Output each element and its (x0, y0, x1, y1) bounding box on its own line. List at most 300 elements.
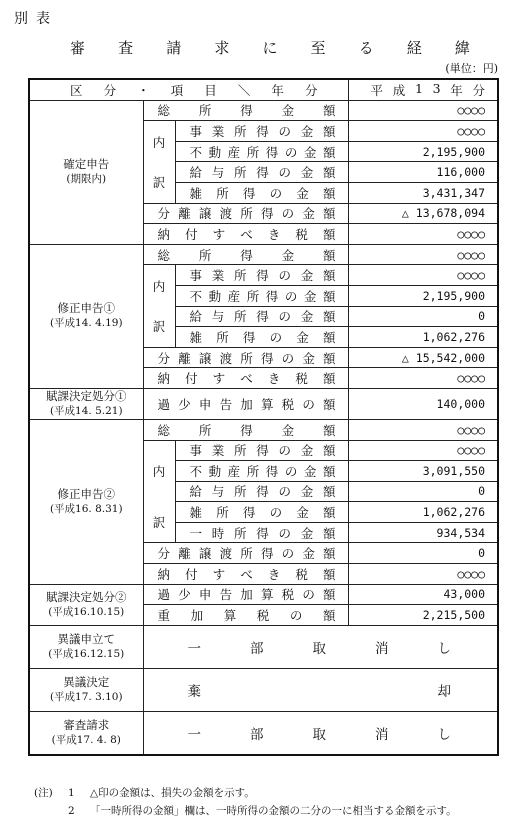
glyph: 税 (281, 396, 295, 412)
title-char: 求 (214, 39, 230, 57)
glyph: の (281, 350, 295, 366)
glyph: 所 (246, 144, 260, 160)
spread-text (144, 349, 348, 367)
spread-text (144, 204, 348, 222)
glyph: 得 (256, 165, 269, 181)
item-label-cell (175, 121, 348, 142)
title-char: 査 (118, 39, 134, 57)
glyph: の (284, 463, 298, 479)
glyph: 額 (323, 206, 336, 222)
glyph: 告 (219, 396, 233, 412)
decision-result (144, 723, 498, 743)
item-label-cell (143, 564, 348, 585)
glyph: 1 (414, 80, 423, 96)
spread-text (144, 369, 348, 387)
glyph: 額 (323, 422, 336, 438)
spread-text (176, 441, 348, 459)
glyph: の (302, 587, 315, 603)
glyph: 額 (323, 587, 336, 603)
glyph: 額 (322, 329, 336, 345)
item-label-cell (143, 543, 348, 564)
table-row (29, 584, 498, 605)
glyph: の (278, 525, 292, 541)
glyph: の (284, 288, 298, 304)
item-label-cell (143, 347, 348, 368)
glyph: 所 (234, 525, 247, 541)
glyph: 3 (432, 80, 441, 96)
glyph: 雑 (189, 185, 203, 201)
glyph: 算 (223, 608, 237, 624)
title-char: 経 (406, 39, 422, 57)
glyph: 額 (323, 268, 336, 284)
glyph: 額 (323, 546, 336, 562)
decision-result (144, 680, 498, 700)
amount-cell: 2,215,500 (348, 605, 498, 626)
glyph: 一 (189, 525, 203, 541)
glyph: の (269, 505, 283, 521)
glyph: 金 (303, 288, 317, 304)
glyph: ・ (137, 82, 150, 98)
glyph: 雑 (189, 505, 203, 521)
glyph: 額 (322, 185, 336, 201)
glyph: 業 (211, 268, 225, 284)
glyph: 所 (216, 329, 229, 345)
glyph: 総 (157, 103, 171, 119)
glyph: 申 (198, 396, 212, 412)
glyph: 額 (323, 350, 336, 366)
amount-cell: 43,000 (348, 584, 498, 605)
glyph: 給 (189, 484, 203, 500)
spread-text (176, 266, 348, 284)
glyph: 所 (216, 185, 229, 201)
glyph: 消 (375, 726, 389, 743)
appendix-label: 別表 (14, 11, 58, 27)
spread-text (176, 482, 348, 500)
glyph: 告 (219, 587, 233, 603)
glyph: 納 (157, 371, 171, 387)
glyph: 産 (227, 288, 241, 304)
glyph: 時 (211, 525, 225, 541)
amount-cell: △ 15,542,000 (348, 347, 498, 368)
spread-text (144, 225, 348, 243)
glyph: す (212, 226, 226, 242)
table-header-row (29, 79, 498, 100)
glyph: 所 (234, 268, 247, 284)
decision-row (29, 625, 498, 668)
glyph: 得 (256, 525, 269, 541)
group-name-cell (29, 388, 143, 419)
glyph: の (302, 396, 315, 412)
glyph: 得 (260, 206, 274, 222)
glyph: 給 (189, 309, 203, 325)
glyph: 加 (240, 396, 253, 412)
glyph: 金 (303, 144, 317, 160)
glyph: 部 (250, 640, 264, 657)
item-label-cell (143, 368, 348, 389)
spread-text (144, 585, 348, 603)
glyph: 動 (208, 463, 222, 479)
glyph: す (212, 371, 226, 387)
glyph: 給 (189, 165, 203, 181)
decision-result-cell (143, 625, 498, 668)
glyph: 渡 (219, 350, 233, 366)
glyph: の (269, 329, 283, 345)
glyph: 年 (450, 82, 463, 98)
spread-text (144, 544, 348, 562)
spread-text (144, 565, 348, 583)
note-1 (34, 784, 457, 802)
glyph: 所 (216, 505, 229, 521)
group-date: (平成16. 8.31) (49, 502, 123, 515)
amount-cell: 3,431,347 (348, 182, 498, 203)
glyph: 平 (370, 82, 384, 98)
glyph: 年 (271, 82, 284, 98)
glyph: 分 (157, 206, 171, 222)
glyph: 税 (281, 587, 295, 603)
group-name: 異議決定 (63, 674, 110, 689)
amount-cell: 140,000 (348, 388, 498, 419)
item-label-cell (175, 502, 348, 523)
glyph: 所 (234, 484, 247, 500)
glyph: 所 (246, 288, 260, 304)
decision-result-cell (143, 668, 498, 711)
glyph: 取 (312, 640, 326, 657)
glyph: 額 (323, 165, 336, 181)
glyph: 得 (242, 505, 256, 521)
glyph: 過 (157, 587, 171, 603)
glyph: の (289, 608, 303, 624)
glyph: 所 (198, 247, 212, 263)
glyph: 金 (296, 185, 309, 201)
glyph: 金 (296, 505, 309, 521)
glyph: 分 (157, 350, 171, 366)
table-row (29, 100, 498, 121)
glyph: 金 (281, 422, 295, 438)
item-label-cell (175, 306, 348, 327)
amount-cell: 1,062,276 (348, 327, 498, 348)
glyph: 納 (157, 566, 171, 582)
breakdown-uchi-cell: 内 (143, 440, 175, 502)
breakdown-uchi-cell: 内 (143, 121, 175, 162)
glyph: 産 (227, 144, 241, 160)
glyph: 所 (234, 123, 247, 139)
amount-cell: 0 (348, 543, 498, 564)
glyph: 所 (240, 206, 253, 222)
glyph: の (278, 443, 292, 459)
glyph: 税 (295, 371, 308, 387)
glyph: 事 (189, 268, 203, 284)
glyph: 額 (322, 608, 336, 624)
glyph: 付 (185, 566, 198, 582)
glyph: 得 (256, 123, 269, 139)
item-label-cell (175, 141, 348, 162)
glyph: 消 (375, 640, 389, 657)
amount-cell: 2,195,900 (348, 141, 498, 162)
amount-cell: ○○○○ (348, 100, 498, 121)
header-left-text (30, 81, 348, 99)
glyph: 項 (170, 82, 184, 98)
glyph: 額 (323, 396, 336, 412)
notes (34, 784, 457, 820)
amount-cell: ○○○○ (348, 419, 498, 440)
note-index: 1 (68, 787, 75, 799)
spread-text (176, 163, 348, 181)
amount-cell: ○○○○ (348, 368, 498, 389)
group-name: 審査請求 (63, 717, 110, 732)
glyph: 所 (240, 546, 253, 562)
item-label-cell (143, 605, 348, 626)
group-name-cell (29, 244, 143, 388)
item-label-cell (143, 100, 348, 121)
glyph: 金 (302, 350, 315, 366)
glyph: 算 (260, 587, 274, 603)
glyph: 離 (178, 546, 191, 562)
glyph: の (278, 165, 292, 181)
glyph: 金 (300, 525, 314, 541)
amount-cell: ○○○○ (348, 244, 498, 265)
glyph: き (267, 566, 281, 582)
glyph: 金 (300, 123, 314, 139)
spread-text (144, 101, 348, 119)
note-index: 2 (68, 805, 75, 817)
glyph: 総 (157, 247, 171, 263)
glyph: 所 (198, 103, 212, 119)
glyph: べ (240, 566, 253, 582)
glyph: し (437, 726, 451, 743)
spread-text (176, 307, 348, 325)
group-name: 確定申告 (63, 157, 110, 172)
glyph: 総 (157, 422, 171, 438)
item-label-cell (175, 522, 348, 543)
glyph: 金 (303, 463, 317, 479)
document-title (70, 37, 470, 58)
group-name: 修正申告① (57, 301, 115, 316)
spread-text (176, 503, 348, 521)
glyph: の (269, 185, 283, 201)
glyph: 額 (323, 103, 336, 119)
spread-text (176, 328, 348, 346)
glyph: べ (240, 371, 253, 387)
group-name: 修正申告② (57, 486, 115, 501)
spread-text (176, 184, 348, 202)
amount-cell: 3,091,550 (348, 461, 498, 482)
spread-text (176, 462, 348, 480)
item-label-cell (175, 265, 348, 286)
glyph: き (267, 226, 281, 242)
glyph: 算 (260, 396, 274, 412)
glyph: 得 (242, 329, 256, 345)
spread-text (176, 143, 348, 161)
group-name-cell (29, 711, 143, 755)
glyph: 譲 (198, 350, 212, 366)
glyph: 額 (323, 525, 336, 541)
glyph: 事 (189, 123, 203, 139)
glyph: 与 (211, 165, 225, 181)
amount-cell: 0 (348, 481, 498, 502)
item-label-cell (143, 244, 348, 265)
glyph: 部 (250, 726, 264, 743)
glyph: 得 (256, 443, 269, 459)
decision-result-cell (143, 711, 498, 755)
glyph: 納 (157, 226, 171, 242)
note-mark: (注) (34, 787, 53, 799)
amount-cell: ○○○○ (348, 564, 498, 585)
amount-cell: 1,062,276 (348, 502, 498, 523)
header-year-text (349, 81, 498, 99)
header-left-cell (29, 79, 348, 100)
glyph: 不 (189, 288, 203, 304)
group-date: (平成16.12.15) (48, 647, 125, 660)
glyph: 動 (208, 288, 222, 304)
glyph: 得 (240, 422, 253, 438)
glyph: の (281, 206, 295, 222)
item-label-cell (175, 285, 348, 306)
glyph: 取 (312, 726, 326, 743)
history-table (28, 78, 499, 756)
item-label-cell (143, 584, 348, 605)
breakdown-wake-cell: 訳 (143, 162, 175, 203)
glyph: 産 (227, 463, 241, 479)
glyph: 加 (240, 587, 253, 603)
amount-cell: ○○○○ (348, 224, 498, 245)
spread-text (144, 395, 348, 413)
spread-text (176, 524, 348, 542)
glyph: の (278, 123, 292, 139)
breakdown-wake-cell: 訳 (143, 502, 175, 543)
glyph: 金 (281, 247, 295, 263)
spread-text (176, 122, 348, 140)
glyph: 額 (323, 309, 336, 325)
glyph: 動 (208, 144, 222, 160)
item-label-cell (175, 182, 348, 203)
glyph: し (437, 640, 451, 657)
group-name: 賦課決定処分① (46, 388, 127, 403)
title-char: 審 (70, 39, 86, 57)
glyph: 少 (178, 587, 191, 603)
glyph: 目 (204, 82, 217, 98)
glyph: 得 (260, 350, 274, 366)
glyph: の (284, 144, 298, 160)
glyph: 与 (211, 484, 225, 500)
glyph: 雑 (189, 329, 203, 345)
item-label-cell (175, 162, 348, 183)
title-char: 緯 (454, 39, 470, 57)
spread-text (144, 246, 348, 264)
spread-text (144, 606, 348, 624)
group-name-cell (29, 625, 143, 668)
glyph: 所 (246, 463, 260, 479)
glyph: 額 (322, 463, 336, 479)
glyph: 金 (302, 546, 315, 562)
glyph: 所 (234, 443, 247, 459)
glyph: 所 (240, 350, 253, 366)
glyph: の (281, 546, 295, 562)
glyph: 税 (295, 226, 308, 242)
glyph: 分 (304, 82, 318, 98)
item-label-cell (143, 388, 348, 419)
glyph: 却 (437, 683, 452, 700)
group-date: (平成14. 5.21) (49, 404, 123, 417)
amount-cell: △ 13,678,094 (348, 203, 498, 224)
glyph: 額 (322, 226, 336, 242)
group-date: (期限内) (66, 173, 107, 186)
glyph: 成 (392, 82, 406, 98)
glyph: 分 (157, 546, 171, 562)
glyph: 税 (256, 608, 270, 624)
glyph: 金 (300, 443, 314, 459)
glyph: 金 (281, 103, 295, 119)
glyph: べ (240, 226, 253, 242)
decision-row (29, 711, 498, 755)
glyph: 渡 (219, 546, 233, 562)
group-name-cell (29, 584, 143, 625)
glyph: 額 (322, 144, 336, 160)
table-row (29, 244, 498, 265)
glyph: 事 (189, 443, 203, 459)
glyph: 額 (322, 288, 336, 304)
glyph: 金 (300, 268, 314, 284)
item-label-cell (175, 461, 348, 482)
glyph: 金 (296, 329, 309, 345)
item-label-cell (175, 481, 348, 502)
glyph: 分 (472, 82, 485, 98)
glyph: 得 (260, 546, 274, 562)
note-text: 「一時所得の金額」欄は、一時所得の金額の二分の一に相当する金額を示す。 (90, 805, 457, 817)
glyph: 得 (256, 484, 269, 500)
group-date: (平成14. 4.19) (49, 317, 123, 330)
amount-cell: 2,195,900 (348, 285, 498, 306)
glyph: 不 (189, 144, 203, 160)
note-2 (34, 802, 457, 820)
glyph: 加 (190, 608, 204, 624)
glyph: 分 (103, 82, 117, 98)
group-name-cell (29, 419, 143, 584)
item-label-cell (143, 419, 348, 440)
group-date: (平成17. 3.10) (49, 690, 123, 703)
title-char: 至 (310, 39, 326, 57)
glyph: 額 (323, 123, 336, 139)
glyph: 得 (256, 309, 269, 325)
glyph: 付 (185, 371, 198, 387)
glyph: 所 (234, 165, 247, 181)
glyph: 離 (178, 206, 191, 222)
glyph: 与 (211, 309, 225, 325)
amount-cell: 934,534 (348, 522, 498, 543)
group-name-cell (29, 100, 143, 244)
amount-cell: 0 (348, 306, 498, 327)
glyph: の (278, 268, 292, 284)
group-name: 異議申立て (57, 631, 115, 646)
table-row (29, 388, 498, 419)
glyph: 業 (211, 123, 225, 139)
glyph: 一 (187, 640, 201, 657)
title-char: る (358, 39, 374, 57)
glyph: 額 (323, 443, 336, 459)
breakdown-uchi-cell: 内 (143, 265, 175, 306)
glyph: 金 (300, 165, 314, 181)
glyph: 重 (157, 608, 171, 624)
glyph: 少 (178, 396, 191, 412)
breakdown-wake-cell: 訳 (143, 306, 175, 347)
glyph: 金 (302, 206, 315, 222)
group-date: (平成16.10.15) (48, 605, 125, 618)
glyph: 得 (240, 103, 253, 119)
glyph: 付 (185, 226, 198, 242)
glyph: す (212, 566, 226, 582)
item-label-cell (143, 203, 348, 224)
glyph: 得 (242, 185, 256, 201)
decision-row (29, 668, 498, 711)
